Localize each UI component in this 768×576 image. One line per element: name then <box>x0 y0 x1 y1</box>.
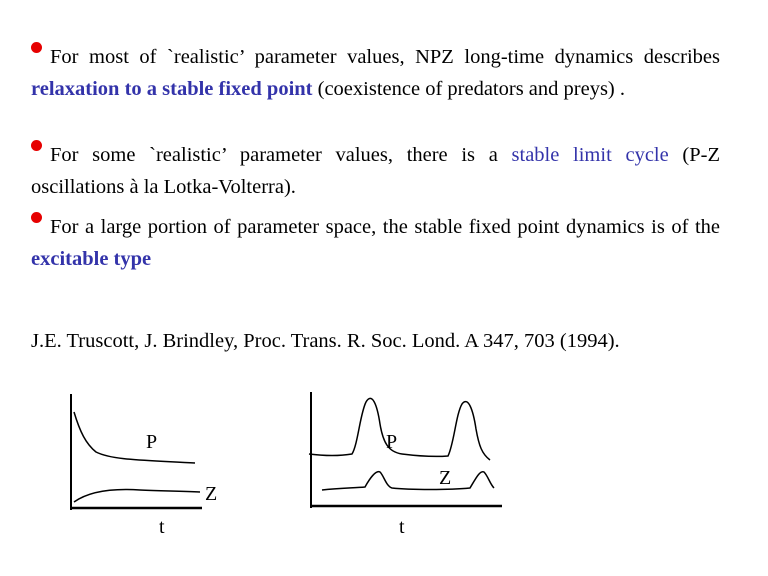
label-t: t <box>399 516 405 538</box>
label-z: Z <box>439 467 452 489</box>
z-curve <box>74 490 200 503</box>
bullet-dot-icon <box>31 212 42 223</box>
bullet-text-pre: For most of `realistic’ parameter values, NPZ long-time dynamics describes <box>50 46 720 68</box>
sketch-fixed-point-svg <box>60 384 240 544</box>
label-p: P <box>386 431 398 453</box>
citation-reference: J.E. Truscott, J. Brindley, Proc. Trans. R. Soc. Lond. A 347, 703 (1994). <box>31 330 620 352</box>
label-t: t <box>159 516 165 538</box>
label-p: P <box>146 431 158 453</box>
bullet-item-excitable <box>31 211 720 275</box>
sketch-limit-cycle-svg <box>300 384 520 544</box>
z-curve <box>322 472 494 490</box>
p-curve <box>309 398 490 460</box>
bullet-text-post: (coexistence of predators and preys) . <box>312 78 625 100</box>
bullet-item-fixed-point <box>31 41 720 105</box>
bullet-dot-icon <box>31 140 42 151</box>
bullet-highlight: relaxation to a stable fixed point <box>31 78 313 100</box>
sketch-fixed-point <box>60 384 240 544</box>
bullet-dot-icon <box>31 42 42 53</box>
label-z: Z <box>205 483 218 505</box>
bullet-item-limit-cycle <box>31 139 720 203</box>
bullet-highlight: stable limit cycle <box>511 144 669 166</box>
bullet-highlight: excitable type <box>31 248 152 270</box>
p-curve <box>74 412 195 463</box>
bullet-text-post: (P-Z oscillations à la Lotka-Volterra). <box>31 144 720 198</box>
sketch-limit-cycle <box>300 384 520 544</box>
bullet-text-pre: For some `realistic’ parameter values, there is a <box>50 144 512 166</box>
bullet-text-pre: For a large portion of parameter space, the stable fixed point dynamics is of the <box>50 216 720 238</box>
